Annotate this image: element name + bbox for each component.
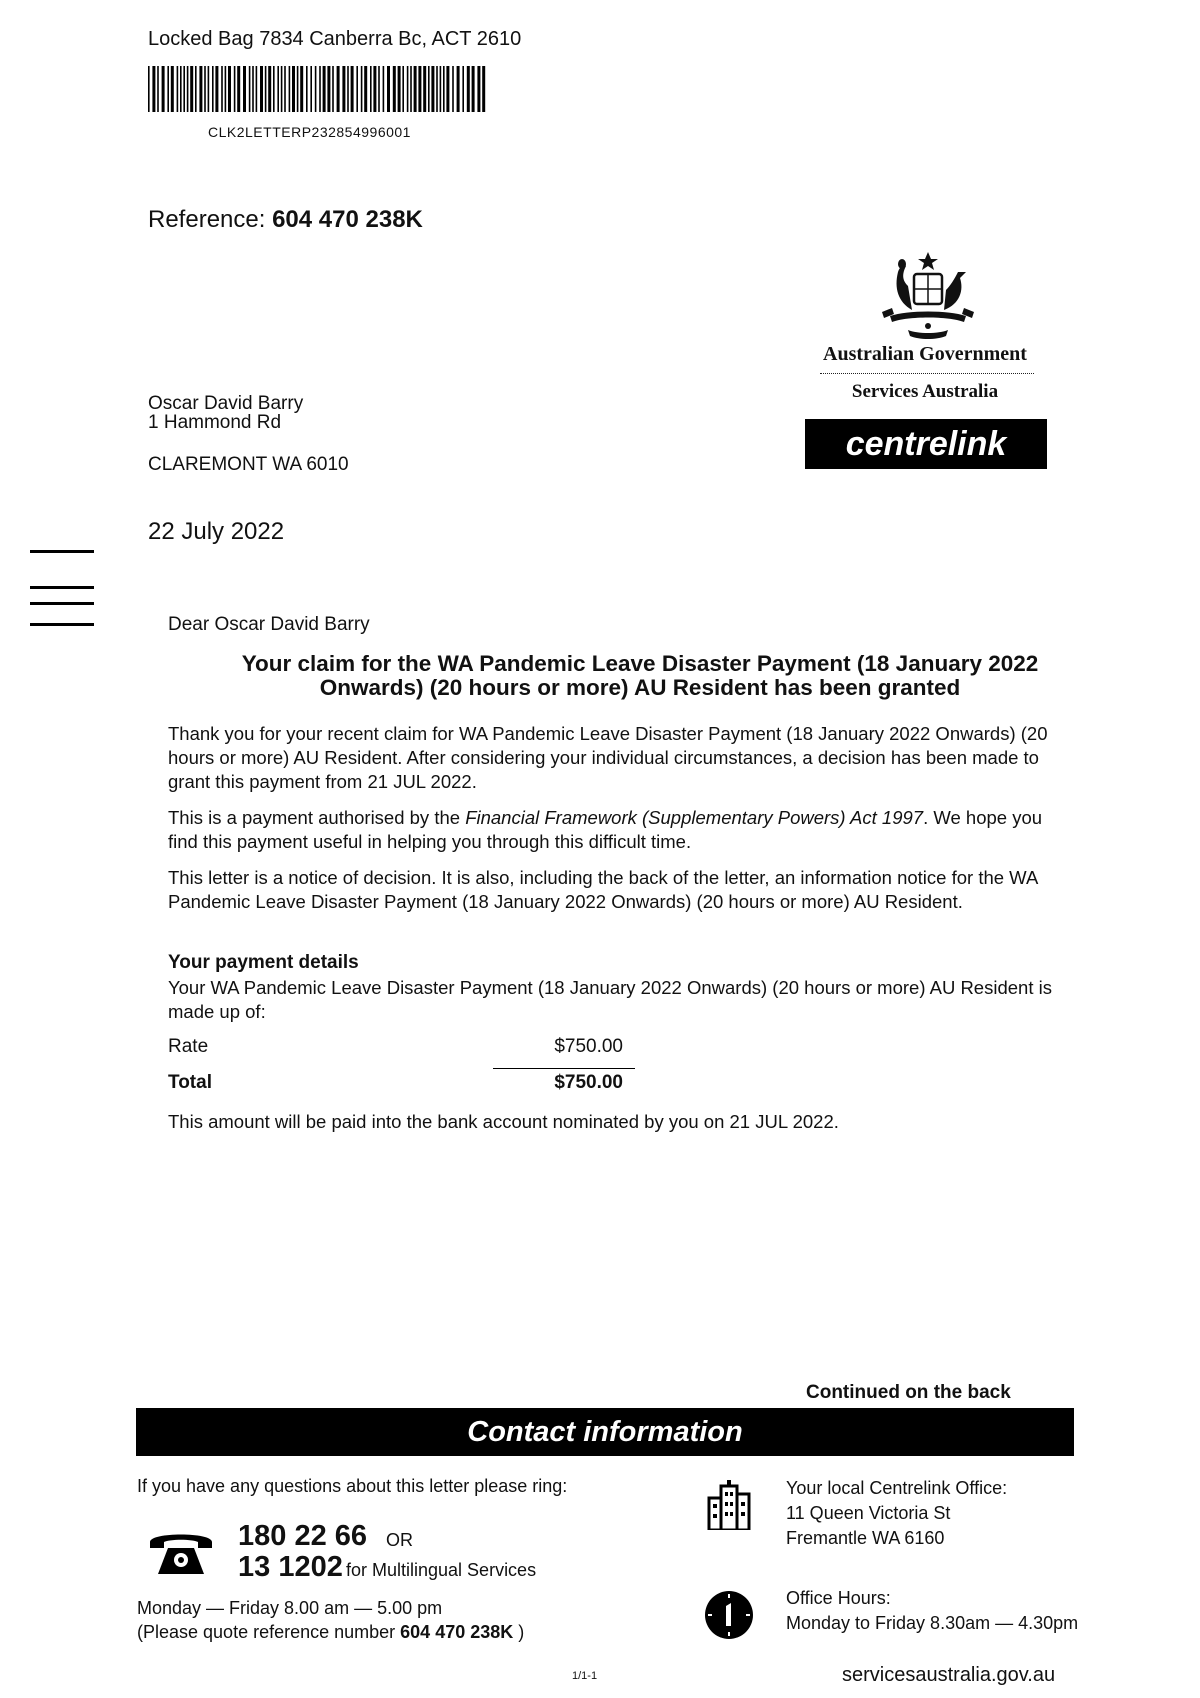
office-address <box>786 1476 1007 1551</box>
quote-prefix: (Please quote reference number <box>137 1622 401 1642</box>
payment-details-heading: Your payment details <box>168 952 359 973</box>
paragraph-authority <box>168 806 1068 854</box>
coat-of-arms-icon <box>868 250 988 342</box>
salutation: Dear Oscar David Barry <box>168 614 370 635</box>
payment-closing: This amount will be paid into the bank account nominated by you on 21 JUL 2022. <box>168 1111 839 1132</box>
letter-heading <box>180 652 1100 700</box>
total-value: $750.00 <box>554 1072 623 1093</box>
heading-line-1: Your claim for the WA Pandemic Leave Disaster Payment (18 January 2022 <box>241 651 1039 676</box>
ring-instructions: If you have any questions about this letter please ring: <box>137 1476 568 1496</box>
website-link[interactable]: servicesaustralia.gov.au <box>842 1664 1056 1686</box>
rate-label: Rate <box>168 1036 209 1057</box>
barcode-icon <box>148 66 488 112</box>
office-street: 11 Queen Victoria St <box>786 1503 951 1523</box>
fold-mark <box>30 586 94 589</box>
recipient-name: Oscar David Barry <box>148 393 304 414</box>
office-label: Your local Centrelink Office: <box>786 1478 1008 1498</box>
total-rule <box>493 1068 635 1069</box>
branding-divider <box>820 373 1034 374</box>
centrelink-logo: centrelink <box>805 419 1047 469</box>
page-number: 1/1-1 <box>572 1670 598 1682</box>
contact-title: Contact information <box>136 1408 1074 1456</box>
recipient-address <box>148 394 303 432</box>
paragraph-notice: This letter is a notice of decision. It is also, including the back of the letter, an information notice for the WA Pandemic Leave Disaster Payment (18 January 2022 Onwards) (20 hours or more) AU Resident. <box>168 867 1038 912</box>
government-name: Australian Government <box>823 343 1027 365</box>
payment-intro: Your WA Pandemic Leave Disaster Payment (18 January 2022 Onwards) (20 hours or more) AU Resident is made up of: <box>168 977 1052 1022</box>
letter-date: 22 July 2022 <box>148 518 285 545</box>
paragraph-authority-prefix: This is a payment authorised by the <box>168 807 466 828</box>
reference <box>148 206 423 234</box>
paragraph-grant-decision: Thank you for your recent claim for WA Pandemic Leave Disaster Payment (18 January 2022 Onwards) (20 hours or more) AU Resident. After considering your individual circumstances, a decision has been made to grant this payment from 21 JUL 2022. <box>168 723 1048 792</box>
fold-mark <box>30 623 94 626</box>
total-label: Total <box>168 1072 212 1093</box>
quote-reference <box>137 1620 524 1644</box>
return-address: Locked Bag 7834 Canberra Bc, ACT 2610 <box>148 28 522 50</box>
reference-label: Reference: <box>148 206 266 233</box>
rate-value: $750.00 <box>554 1036 623 1057</box>
reference-number: 604 470 238K <box>272 206 423 233</box>
office-hours-label: Office Hours: <box>786 1588 891 1608</box>
act-name: Financial Framework (Supplementary Powers) Act 1997 <box>465 807 924 828</box>
fold-mark <box>30 550 94 553</box>
quote-suffix: ) <box>513 1622 525 1642</box>
heading-line-2: Onwards) (20 hours or more) AU Resident has been granted <box>319 675 961 700</box>
phone-secondary[interactable]: 13 1202 <box>238 1551 343 1583</box>
phone-hours-line: Monday — Friday 8.00 am — 5.00 pm <box>137 1598 443 1618</box>
office-hours-value: Monday to Friday 8.30am — 4.30pm <box>786 1613 1079 1633</box>
department-name: Services Australia <box>851 381 999 402</box>
office-building-icon <box>705 1480 753 1530</box>
quote-reference-number: 604 470 238K <box>400 1622 514 1642</box>
office-city: Fremantle WA 6160 <box>786 1528 945 1548</box>
recipient-street: 1 Hammond Rd <box>148 412 282 433</box>
paragraph-authority-suffix: . We hope you find this payment useful in helping you through this difficult time. <box>168 807 1043 852</box>
phone-or: OR <box>386 1530 413 1550</box>
office-hours <box>786 1586 1078 1636</box>
recipient-city: CLAREMONT WA 6010 <box>148 454 349 475</box>
clock-icon <box>704 1590 754 1640</box>
fold-mark <box>30 602 94 605</box>
continued-note: Continued on the back <box>806 1382 1011 1403</box>
multilingual-note: for Multilingual Services <box>346 1560 537 1580</box>
telephone-icon <box>146 1526 216 1578</box>
barcode-text: CLK2LETTERP232854996001 <box>208 124 411 140</box>
phone-hours <box>137 1596 524 1644</box>
phone-primary[interactable]: 180 22 66 <box>238 1520 368 1552</box>
